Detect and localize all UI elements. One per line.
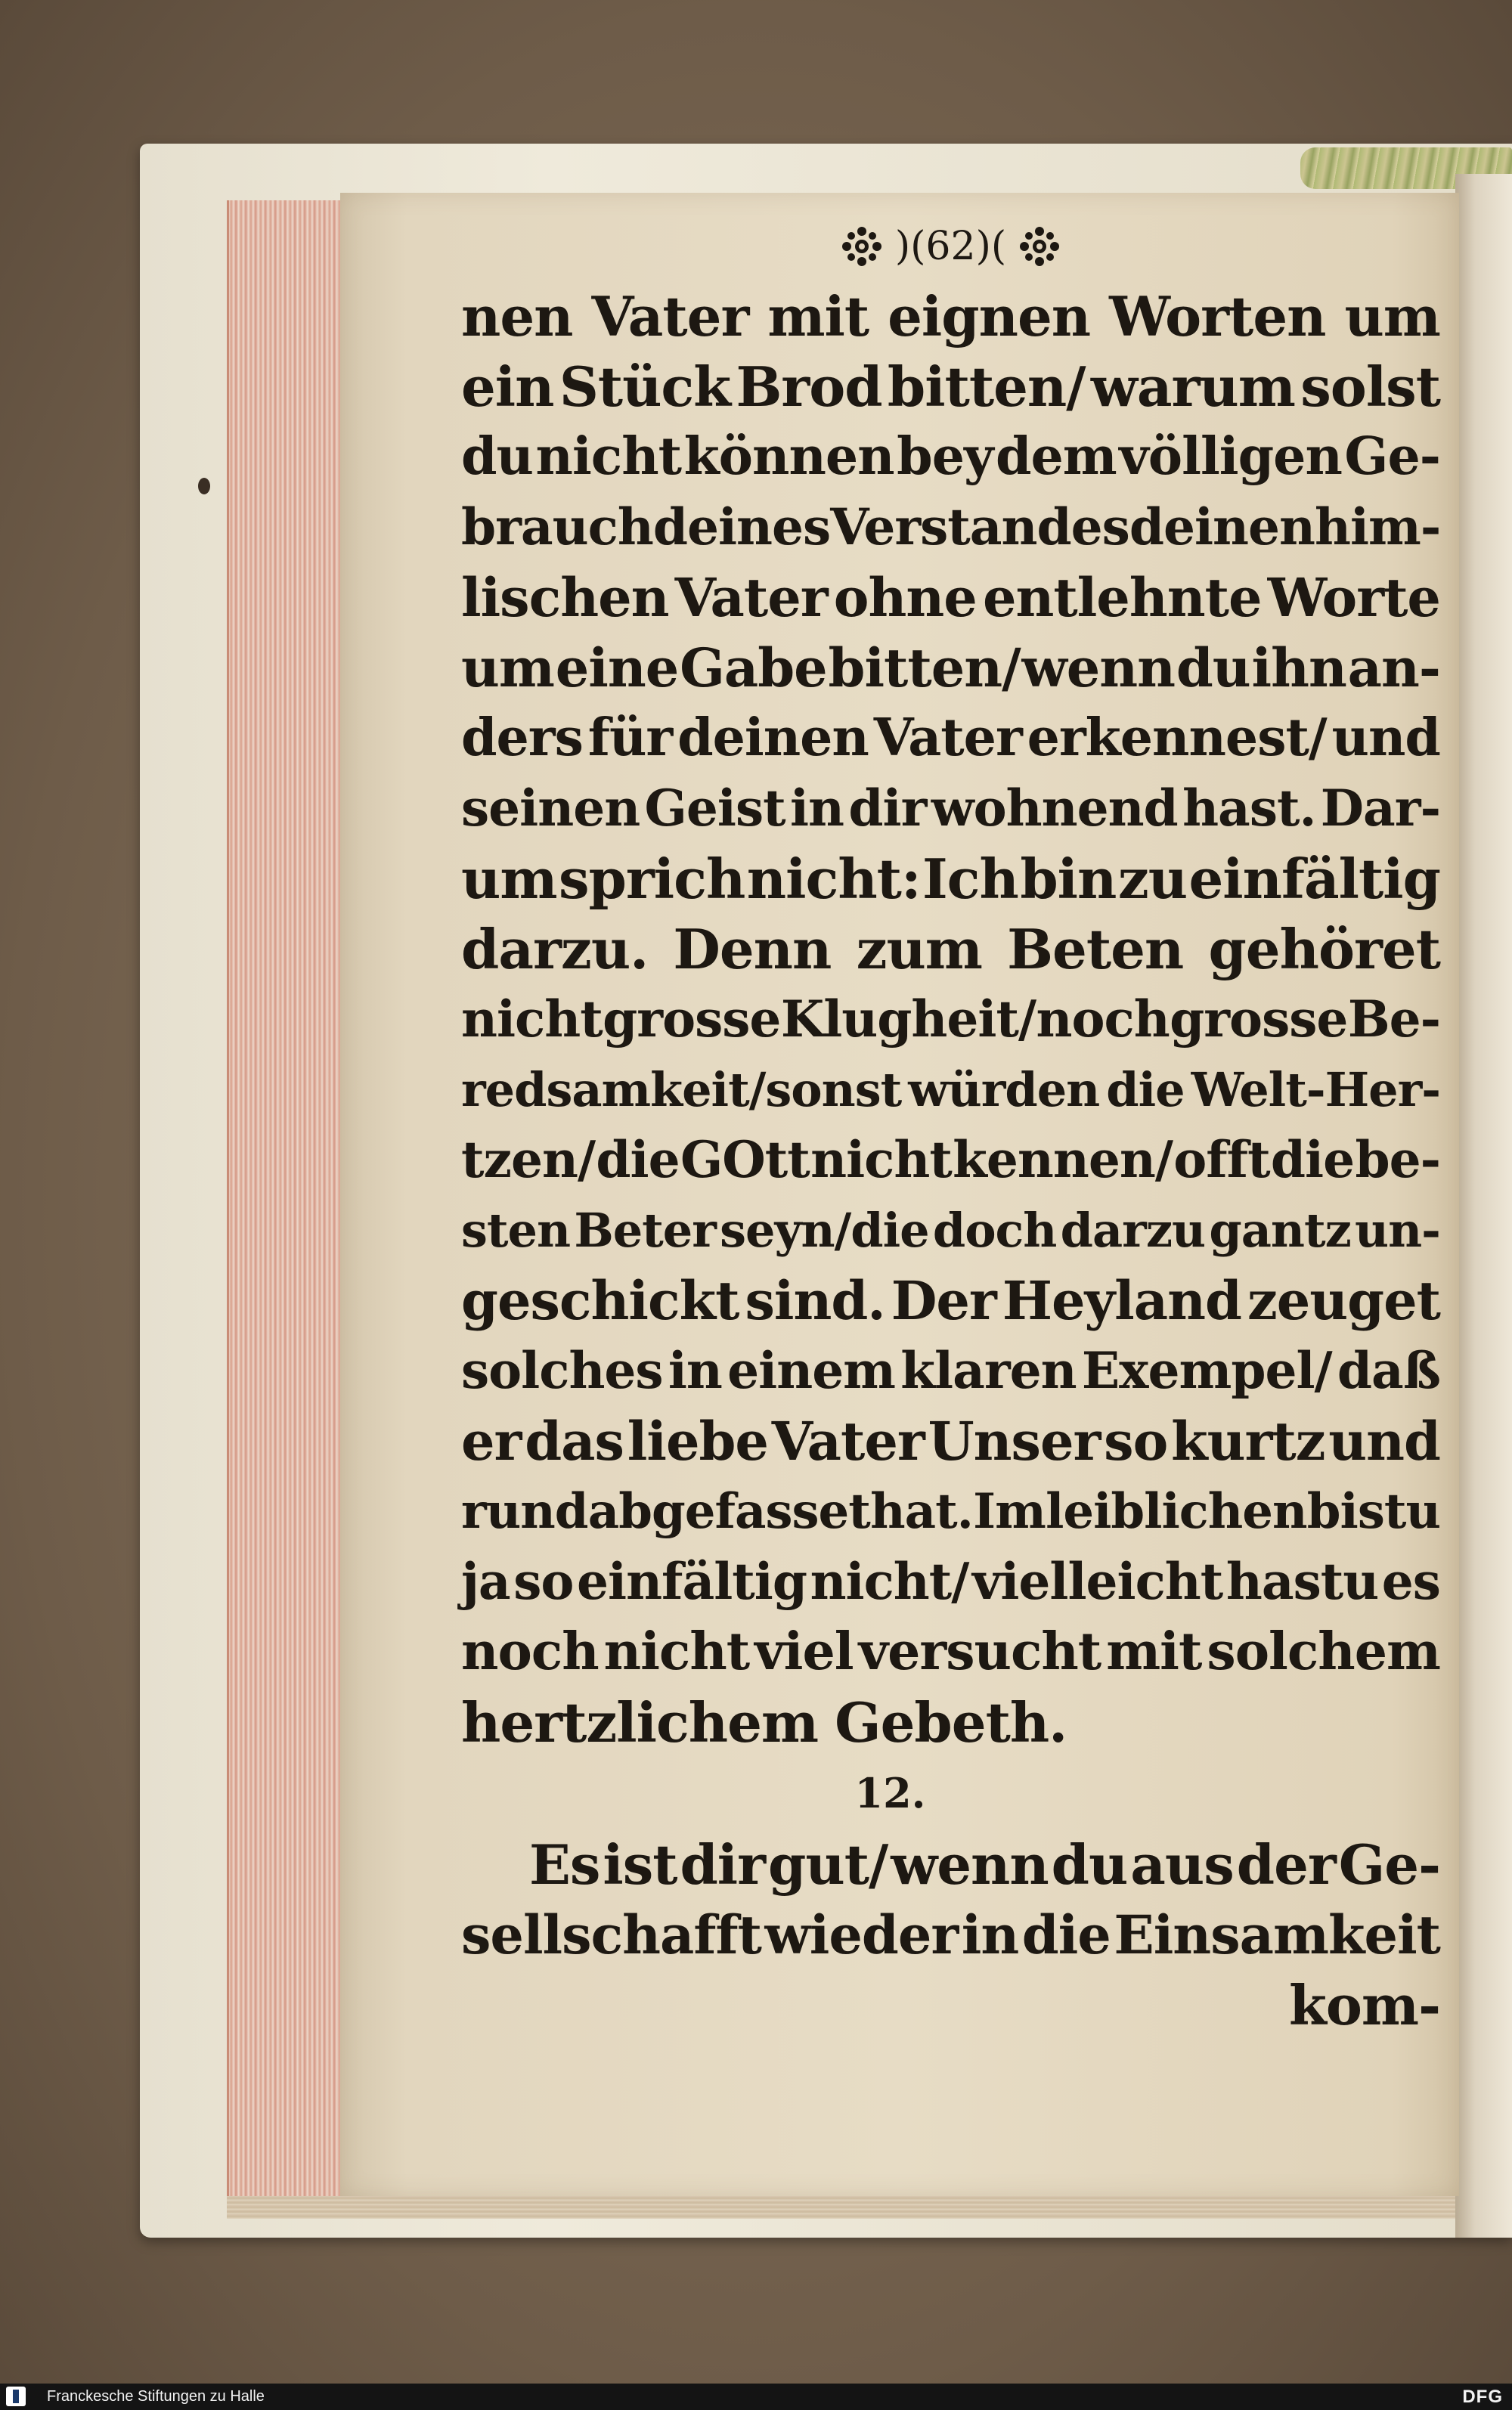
word: Gabe [680,637,827,699]
sponsor-logo: DFG [1462,2387,1503,2407]
word: noch [461,1622,599,1682]
word: warum [1090,355,1295,419]
word: sten [461,1203,571,1258]
word: redsamkeit/sonst [461,1062,902,1117]
word: hat. [870,1483,973,1540]
text-line [461,844,1440,914]
institution-name: Franckesche Stiftungen zu Halle [47,2388,265,2405]
word: Vater [771,1410,925,1473]
word: Worten [1109,284,1326,348]
word: geschickt [461,1269,739,1332]
word: grosse [603,990,781,1049]
word: Worte [1267,566,1440,629]
word: wenn [891,1832,1049,1897]
word: wohnend [931,779,1178,838]
word: mit [767,284,869,348]
word: bitten/ [887,355,1086,419]
word: das [525,1410,624,1473]
word: in [668,1341,722,1400]
word: wieder [764,1904,959,1966]
word: nicht [535,426,682,487]
word: zeuget [1247,1269,1440,1332]
word: er [461,1410,522,1473]
word: du [1051,1832,1128,1897]
word: liebe [627,1410,768,1473]
text-line [461,703,1440,773]
word: vielleicht [971,1552,1223,1611]
word: Brod [736,355,882,419]
word: GOtt [680,1130,810,1189]
text-line [461,281,1440,352]
word: sind. [745,1269,885,1332]
word: können [683,426,894,487]
word: Denn [673,917,832,981]
word: ja [461,1552,510,1611]
word: Ge- [1344,426,1440,487]
word: Stück [559,355,731,419]
text-line [461,1547,1440,1617]
word: solches [461,1341,663,1400]
word: Beter [574,1203,716,1258]
word: nicht [461,990,603,1049]
word: gut/ [768,1832,888,1897]
rosette-ornament-icon [839,224,885,269]
word: daß [1337,1341,1440,1400]
word: Klugheit/ [780,990,1036,1049]
word: Vater [674,566,828,629]
word: um [461,847,557,911]
word: in [961,1904,1019,1966]
text-line [461,773,1440,844]
word: dir [680,1832,766,1897]
word: abgefasset [587,1483,870,1540]
word: gehöret [1208,917,1440,981]
word: deinen [1129,497,1315,556]
word: viel [754,1622,854,1682]
word: würden [908,1062,1100,1117]
word: seinen [461,779,640,838]
text-line [461,1055,1440,1125]
word: doch [932,1203,1057,1258]
word: solst [1300,355,1440,419]
word: nicht: [746,847,921,911]
word: erkennest/ [1027,708,1327,768]
text-line [461,1265,1440,1336]
text-line [461,1829,1440,1900]
word: hast. [1182,779,1316,838]
word: hertzlichem [461,1690,819,1755]
body-paragraph [461,281,1440,1758]
text-line [461,1406,1440,1476]
word: Dar- [1320,779,1440,838]
word: die [1270,1130,1355,1189]
word: deinen [677,708,869,768]
word: mit [1106,1622,1202,1682]
word: völligen [1119,426,1342,487]
catchword: kom- [1289,1973,1440,2037]
text-line [461,352,1440,422]
word: offt [1173,1130,1270,1189]
word: die [1106,1062,1185,1117]
section-number: 12. [854,1769,926,1817]
word: Im [973,1483,1046,1540]
word: die [1021,1904,1111,1966]
word: einem [727,1341,896,1400]
word: in [789,779,844,838]
word: nicht [810,1130,952,1189]
word: Einsamkeit [1114,1904,1440,1966]
word: eignen [888,284,1091,348]
word: grosse [1170,990,1348,1049]
word: Der [891,1269,996,1332]
word: aus [1130,1832,1234,1897]
text-line [461,984,1440,1055]
word: Be- [1347,990,1440,1049]
word: nicht [603,1622,750,1682]
word: und [1328,1410,1440,1473]
text-line [461,492,1440,562]
word: sellschafft [461,1904,761,1966]
word: Gebeth. [835,1690,1067,1755]
word: darzu. [461,917,649,981]
word: darzu [1060,1203,1206,1258]
word: dem [995,426,1117,487]
word: bistu [1306,1483,1440,1540]
word: noch [1036,990,1170,1049]
word: der [1236,1832,1336,1897]
word: nicht/ [810,1552,969,1611]
word: für [587,708,673,768]
word: einfältig [577,1552,807,1611]
word: so [513,1552,574,1611]
text-line [461,1687,1440,1758]
text-line [461,1476,1440,1547]
word: so [1104,1410,1168,1473]
word: du [461,426,533,487]
word: Verstandes [830,497,1129,556]
word: eine [555,637,679,699]
page-block-bottom-edge [227,2196,1497,2219]
word: Welt-Her- [1191,1062,1440,1117]
word: einfältig [1188,847,1440,911]
word: ist [603,1832,677,1897]
word: die [596,1130,680,1189]
word: Vater [873,708,1022,768]
word: Unser [928,1410,1101,1473]
word: dir [848,779,927,838]
word: um [1344,284,1440,348]
word: du [1176,637,1250,699]
word: Es [529,1832,600,1897]
word: ders [461,708,583,768]
page-block-edge [227,200,346,2211]
word: hastu [1225,1552,1379,1611]
page-text-block [461,219,1440,2040]
text-line [461,633,1440,703]
word: Geist [644,779,785,838]
word: be- [1355,1130,1440,1189]
word: rund [461,1483,588,1540]
word: brauch [461,497,653,556]
word: him- [1315,497,1441,556]
section-paragraph [461,1829,1440,1970]
text-line [461,562,1440,633]
word: ihn [1251,637,1346,699]
word: Beten [1007,917,1184,981]
word: sprich [558,847,745,911]
text-line [461,1336,1440,1406]
page-number: )(62)( [894,224,1007,269]
text-line [461,1125,1440,1195]
text-line [461,422,1440,492]
word: nen [461,284,573,348]
word: Exempel/ [1081,1341,1332,1400]
rosette-ornament-icon [1017,224,1062,269]
word: kennen/ [953,1130,1173,1189]
word: lischen [461,566,669,629]
word: an- [1347,637,1440,699]
word: zum [856,917,982,981]
word: gantz [1209,1203,1351,1258]
word: entlehnte [982,566,1262,629]
word: bin [1020,847,1117,911]
word: tzen/ [461,1130,596,1189]
word: Heyland [1002,1269,1241,1332]
word: wenn [1021,637,1176,699]
word: leiblichen [1046,1483,1307,1540]
word: zu [1117,847,1188,911]
word: ohne [833,566,977,629]
text-line [461,1900,1440,1970]
word: solchem [1207,1622,1440,1682]
word: Ge- [1338,1832,1440,1897]
franckesche-stiftungen-logo-icon [6,2387,26,2406]
book-gutter [1455,174,1512,2238]
word: un- [1355,1203,1440,1258]
text-line [461,914,1440,984]
word: um [461,637,554,699]
word: bey [897,426,993,487]
word: kurtz [1171,1410,1325,1473]
word: Ich [922,847,1018,911]
ink-blot [198,478,210,494]
text-line [461,1195,1440,1265]
word: es [1381,1552,1440,1611]
word: bitten/ [828,637,1021,699]
word: klaren [900,1341,1077,1400]
word: versucht [858,1622,1101,1682]
footer-bar [0,2384,1512,2410]
text-line [461,1617,1440,1687]
word: seyn/die [720,1203,929,1258]
word: und [1331,708,1440,768]
catchword-line [461,1970,1440,2040]
page-header [461,219,1440,274]
word: ein [461,355,554,419]
word: deines [652,497,831,556]
word: Vater [591,284,749,348]
